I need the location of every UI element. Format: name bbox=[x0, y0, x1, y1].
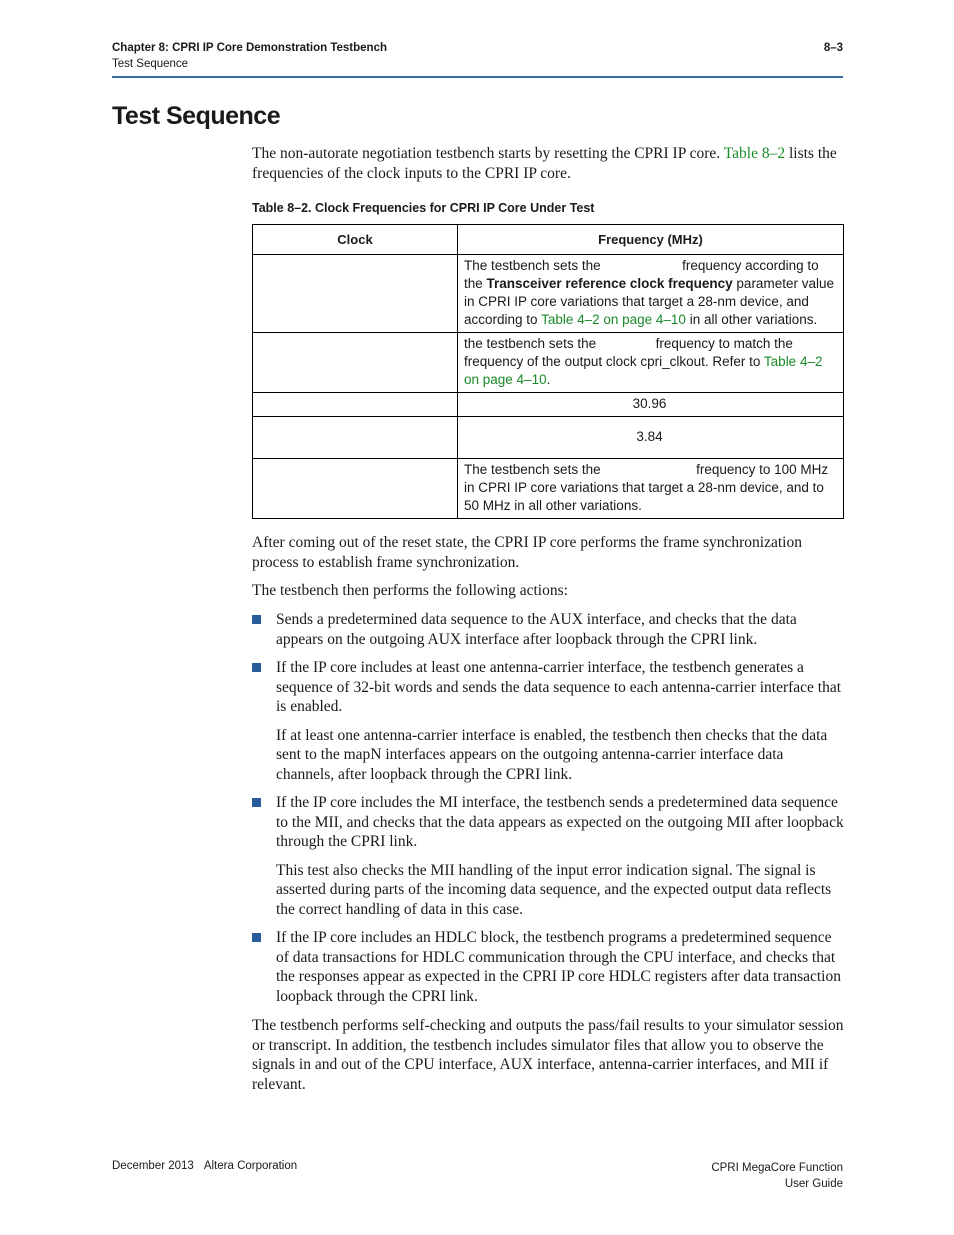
footer-doc-type: User Guide bbox=[784, 1178, 843, 1190]
intro-paragraph bbox=[252, 144, 844, 183]
list-item-text: If the IP core includes the MI interface, the testbench sends a predetermined data sequence to the MII, and checks that the data appears as expected on the outgoing MII after loopback through the CPRI link. bbox=[276, 794, 844, 850]
chapter-title: Chapter 8: CPRI IP Core Demonstration Testbench bbox=[112, 42, 387, 54]
frequency-cell: 30.96 bbox=[458, 393, 844, 417]
actions-intro: The testbench then performs the following actions: bbox=[252, 582, 568, 599]
clock-cell bbox=[253, 417, 458, 459]
page-title: Test Sequence bbox=[112, 102, 281, 130]
after-reset-paragraph: After coming out of the reset state, the CPRI IP core performs the frame synchronization process to establish frame synchronization. bbox=[252, 534, 802, 571]
table-row bbox=[253, 333, 844, 393]
table-row bbox=[253, 417, 844, 459]
table-header-row bbox=[253, 225, 844, 255]
table-row bbox=[253, 393, 844, 417]
table-link[interactable]: Table 8–2 bbox=[723, 145, 786, 162]
action-list bbox=[252, 610, 844, 1015]
intro-text: The non-autorate negotiation testbench starts by resetting the CPRI IP core. bbox=[252, 145, 724, 162]
list-item bbox=[252, 610, 844, 649]
clock-cell bbox=[253, 459, 458, 519]
table-row bbox=[253, 255, 844, 333]
list-item-text: This test also checks the MII handling of the input error indication signal. The signal is asserted during parts of the incoming data sequence, and the expected output data reflects the correct handling of data in this case. bbox=[276, 861, 832, 918]
frequency-cell bbox=[458, 333, 844, 393]
cell-text: frequency to 100 MHz in CPRI IP core variations that target a 28-nm device, and to 50 MHz in all other variations. bbox=[464, 462, 829, 513]
frequency-cell: 3.84 bbox=[458, 417, 844, 459]
frequency-cell bbox=[458, 459, 844, 519]
parameter-name: Transceiver reference clock frequency bbox=[486, 276, 733, 291]
footer-date: December 2013 bbox=[112, 1160, 194, 1172]
column-header-clock: Clock bbox=[253, 225, 458, 255]
header-rule bbox=[112, 76, 843, 78]
list-item bbox=[252, 928, 844, 1006]
column-header-frequency: Frequency (MHz) bbox=[458, 225, 844, 255]
clock-cell bbox=[253, 393, 458, 417]
cell-text: in all other variations. bbox=[685, 312, 818, 327]
table-4-2-link[interactable]: Table 4–2 on page 4–10 bbox=[464, 354, 823, 387]
cell-text: . bbox=[546, 372, 551, 387]
page-number: 8–3 bbox=[823, 42, 843, 54]
bullet-square-icon bbox=[252, 663, 261, 672]
footer-product: CPRI MegaCore Function bbox=[711, 1162, 843, 1174]
cell-text: The testbench sets the bbox=[464, 462, 605, 477]
list-item-text: If the IP core includes an HDLC block, the testbench programs a predetermined sequence of data transactions for HDLC communication through the CPU interface, and checks that the responses appear as expected in the CPRI IP core HDLC registers after data transaction loopback through the CPRI link. bbox=[276, 929, 841, 1005]
table-4-2-link[interactable]: Table 4–2 on page 4–10 bbox=[541, 312, 686, 327]
section-name: Test Sequence bbox=[112, 58, 189, 70]
closing-paragraph: The testbench performs self-checking and outputs the pass/fail results to your simulator session or transcript. In addition, the testbench includes simulator files that allow you to observe the signals in and out of the CPU interface, AUX interface, antenna-carrier interfaces, and MII if relevant. bbox=[252, 1017, 844, 1093]
clock-cell bbox=[253, 333, 458, 393]
table-row bbox=[253, 459, 844, 519]
intro-text-2: lists the frequencies of the clock inputs to the CPRI IP core. bbox=[252, 145, 837, 182]
frequency-cell bbox=[458, 255, 844, 333]
cell-text: parameter value in CPRI IP core variations that target a 28-nm device, and according to bbox=[464, 276, 834, 327]
cell-text: The testbench sets the bbox=[464, 258, 605, 273]
bullet-square-icon bbox=[252, 798, 261, 807]
bullet-square-icon bbox=[252, 615, 261, 624]
list-item-text: If the IP core includes at least one antenna-carrier interface, the testbench generates a sequence of 32-bit words and sends the data sequence to each antenna-carrier interface that is enabled. bbox=[276, 659, 842, 715]
list-item bbox=[252, 793, 844, 919]
page-footer-right bbox=[711, 1160, 843, 1192]
cell-text: frequency according to the bbox=[464, 258, 819, 291]
clock-cell bbox=[253, 255, 458, 333]
bullet-square-icon bbox=[252, 933, 261, 942]
list-item bbox=[252, 658, 844, 784]
clock-frequency-table bbox=[252, 224, 844, 519]
list-item-text: If at least one antenna-carrier interface is enabled, the testbench then checks that the data sent to the mapN interfaces appears on the outgoing antenna-carrier interface data channels, after loopback through the CPRI link. bbox=[276, 726, 828, 783]
cell-text: the testbench sets the bbox=[464, 336, 600, 351]
footer-company: Altera Corporation bbox=[203, 1160, 298, 1172]
list-item-text: Sends a predetermined data sequence to the AUX interface, and checks that the data appears on the outgoing AUX interface after loopback through the CPRI link. bbox=[276, 611, 797, 648]
page-footer-left bbox=[112, 1160, 297, 1172]
cell-text: frequency to match the frequency of the output clock cpri_clkout. Refer to bbox=[464, 336, 793, 369]
table-caption: Table 8–2. Clock Frequencies for CPRI IP Core Under Test bbox=[252, 201, 595, 215]
